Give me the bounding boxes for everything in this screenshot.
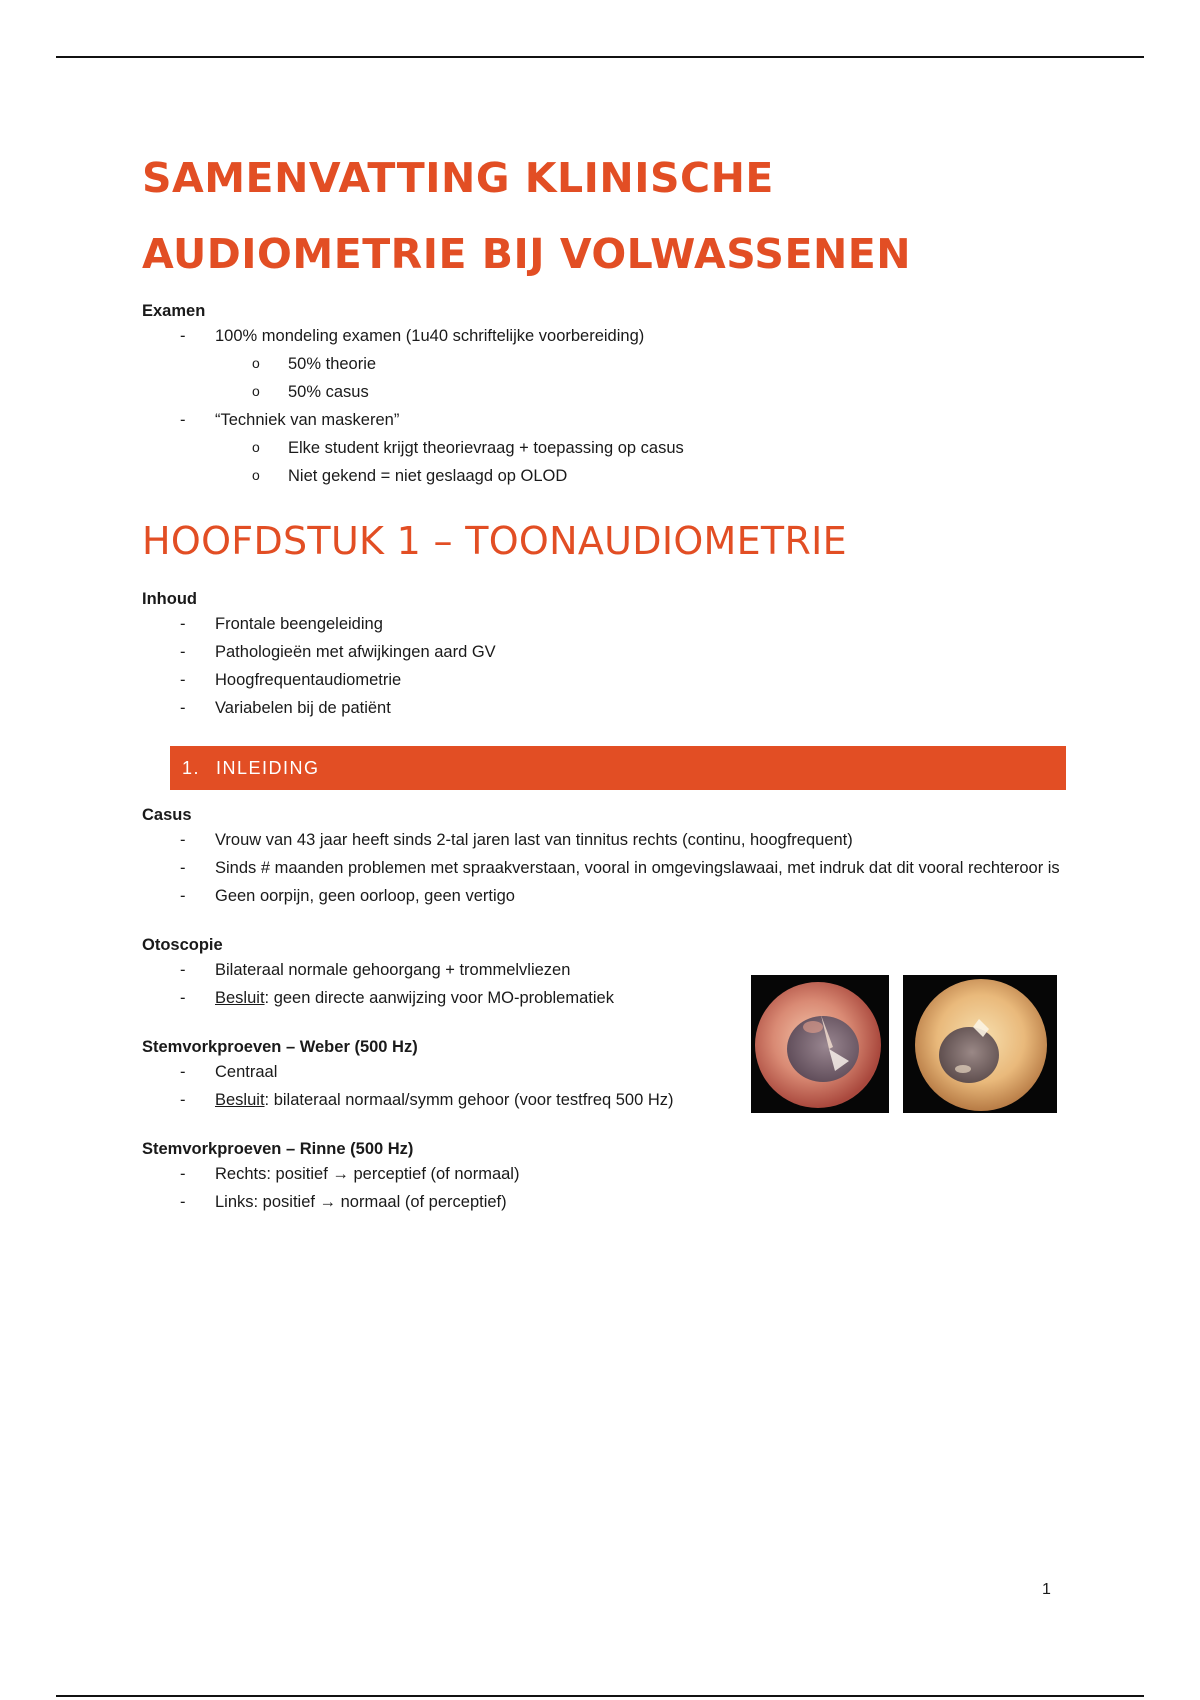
eardrum-photo-left-ear (903, 975, 1057, 1113)
title-line-2: AUDIOMETRIE BIJ VOLWASSENEN (142, 230, 912, 278)
list-item: o Elke student krijgt theorievraag + toepassing op casus (215, 434, 1062, 462)
list-item: - Vrouw van 43 jaar heeft sinds 2-tal jaren last van tinnitus rechts (continu, hoogfrequent) (142, 826, 1062, 854)
contents-list (142, 610, 1062, 722)
footer-rule (56, 1695, 1144, 1697)
conclusion-text: : bilateraal normaal/symm gehoor (voor testfreq 500 Hz) (264, 1091, 674, 1109)
eardrum-illustration-1 (751, 975, 889, 1113)
eardrum-photo-right-ear (751, 975, 889, 1113)
conclusion-word: Besluit (215, 989, 265, 1007)
list-item: - Centraal (142, 1058, 1062, 1086)
document-title (142, 140, 1062, 292)
exam-sublist-2 (215, 434, 1062, 490)
list-item: - Bilateraal normale gehoorgang + trommelvliezen (142, 956, 1062, 984)
weber-label: Stemvorkproeven – Weber (500 Hz) (142, 1038, 418, 1056)
section-number: 1. (182, 757, 201, 778)
contents-label: Inhoud (142, 590, 197, 608)
list-item: o Niet gekend = niet geslaagd op OLOD (215, 462, 1062, 490)
casus-list (142, 826, 1062, 910)
section-title: INLEIDING (216, 757, 320, 778)
list-item: - Sinds # maanden problemen met spraakverstaan, vooral in omgevingslawaai, met indruk dat dit vooral rechteroor is (142, 854, 1062, 882)
otoscopy-images (751, 975, 1057, 1113)
exam-item-1: 100% mondeling examen (1u40 schriftelijke voorbereiding) (215, 327, 645, 345)
exam-list (142, 322, 1062, 490)
list-item: - Rechts: positief → perceptief (of normaal) (142, 1160, 1062, 1188)
list-item: - Links: positief → normaal (of perceptief) (142, 1188, 1062, 1216)
list-item: - Geen oorpijn, geen oorloop, geen vertigo (142, 882, 1062, 910)
exam-sublist-1 (215, 350, 1062, 406)
list-item: - Pathologieën met afwijkingen aard GV (142, 638, 1062, 666)
list-item: - Hoogfrequentaudiometrie (142, 666, 1062, 694)
list-item: o 50% theorie (215, 350, 1062, 378)
list-item: - Variabelen bij de patiënt (142, 694, 1062, 722)
rinne-list (142, 1160, 1062, 1216)
list-item (142, 322, 1062, 406)
exam-label: Examen (142, 302, 206, 320)
header-rule (56, 56, 1144, 58)
list-item: o 50% casus (215, 378, 1062, 406)
chapter-title: HOOFDSTUK 1 – TOONAUDIOMETRIE (142, 519, 847, 563)
page-number: 1 (1042, 1581, 1051, 1598)
conclusion-word: Besluit (215, 1091, 265, 1109)
casus-label: Casus (142, 806, 192, 824)
list-item: - Frontale beengeleiding (142, 610, 1062, 638)
section-heading-bar (170, 746, 1066, 790)
exam-item-2: “Techniek van maskeren” (215, 411, 400, 429)
rinne-label: Stemvorkproeven – Rinne (500 Hz) (142, 1140, 414, 1158)
otoscopy-label: Otoscopie (142, 936, 223, 954)
conclusion-text: : geen directe aanwijzing voor MO-problematiek (264, 989, 614, 1007)
list-item (142, 406, 1062, 490)
title-line-1: SAMENVATTING KLINISCHE (142, 154, 774, 202)
eardrum-illustration-2 (903, 975, 1057, 1113)
